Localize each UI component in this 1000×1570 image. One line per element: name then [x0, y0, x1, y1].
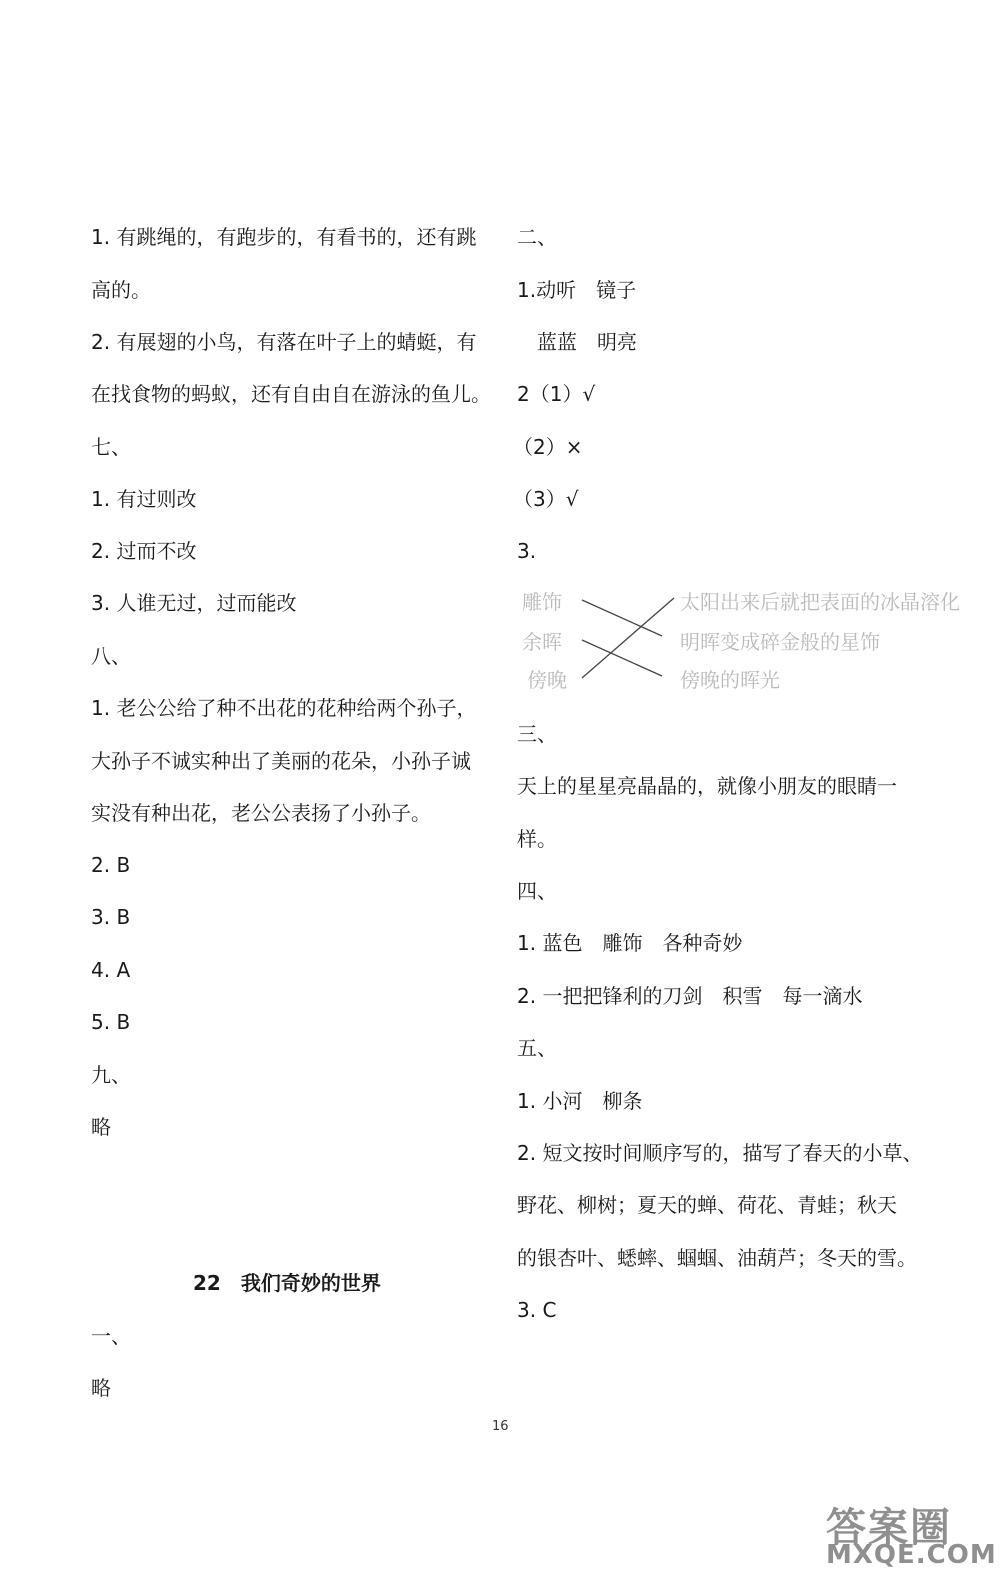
answer-text: 的银杏叶、蟋蟀、蝈蝈、油葫芦；冬天的雪。: [517, 1246, 917, 1270]
section-heading: 四、: [517, 879, 557, 903]
answer-text: 2. B: [91, 853, 131, 877]
answer-text: 3. C: [517, 1298, 557, 1322]
answer-text: 高的。: [91, 278, 151, 302]
answer-text: 1. 蓝色 雕饰 各种奇妙: [517, 931, 743, 955]
answer-text: 2. 有展翅的小鸟，有落在叶子上的蜻蜓，有: [91, 330, 477, 354]
answer-text: 2. 一把把锋利的刀剑 积雪 每一滴水: [517, 984, 863, 1008]
answer-text: 2. 短文按时间顺序写的，描写了春天的小草、: [517, 1141, 923, 1165]
watermark-logo: [826, 1496, 996, 1568]
watermark-url: MXQE.COM: [826, 1540, 997, 1570]
answer-text: 2. 过而不改: [91, 539, 197, 563]
matching-line: [582, 640, 662, 676]
answer-text: 3.: [517, 539, 537, 563]
lesson-title: 22 我们奇妙的世界: [193, 1271, 381, 1295]
matching-line: [582, 598, 674, 678]
matching-left-word: 傍晚: [527, 668, 567, 692]
answer-text: 1. 有过则改: [91, 487, 197, 511]
answer-text: 大孙子不诚实种出了美丽的花朵，小孙子诚: [91, 749, 471, 773]
section-heading: 五、: [517, 1036, 557, 1060]
matching-left-word: 余晖: [522, 630, 562, 654]
section-heading: 二、: [517, 225, 557, 249]
answer-text: 略: [91, 1115, 111, 1139]
answer-text: 3. 人谁无过，过而能改: [91, 591, 297, 615]
answer-text: 天上的星星亮晶晶的，就像小朋友的眼睛一: [517, 774, 897, 798]
answer-text: 5. B: [91, 1010, 131, 1034]
answer-text: 4. A: [91, 958, 131, 982]
answer-text: 3. B: [91, 905, 131, 929]
matching-right-phrase: 明晖变成碎金般的星饰: [680, 630, 880, 654]
answer-text: 野花、柳树；夏天的蝉、荷花、青蛙；秋天: [517, 1193, 897, 1217]
matching-line: [582, 600, 662, 636]
section-heading: 九、: [91, 1063, 131, 1087]
answer-text: 2（1）√: [517, 382, 596, 406]
answer-text: 1. 老公公给了种不出花的花种给两个孙子，: [91, 696, 477, 720]
matching-right-phrase: 太阳出来后就把表面的冰晶溶化: [680, 590, 960, 614]
answer-text: 实没有种出花，老公公表扬了小孙子。: [91, 801, 431, 825]
watermark-brand: 答案圈: [826, 1505, 952, 1551]
answer-text: 蓝蓝 明亮: [537, 330, 637, 354]
section-heading: 七、: [91, 435, 131, 459]
page-number: 16: [492, 1419, 509, 1434]
answer-text: （2）×: [513, 435, 583, 459]
answer-text: （3）√: [513, 487, 579, 511]
answer-text: 略: [91, 1376, 111, 1400]
answer-text: 1.动听 镜子: [517, 278, 637, 302]
answer-text: 1. 小河 柳条: [517, 1089, 643, 1113]
matching-left-word: 雕饰: [522, 590, 562, 614]
answer-text: 在找食物的蚂蚁，还有自由自在游泳的鱼儿。: [91, 382, 491, 406]
section-heading: 八、: [91, 644, 131, 668]
answer-text: 样。: [517, 827, 557, 851]
answer-text: 1. 有跳绳的，有跑步的，有看书的，还有跳: [91, 225, 477, 249]
matching-right-phrase: 傍晚的晖光: [680, 668, 780, 692]
section-heading: 三、: [517, 722, 557, 746]
section-heading: 一、: [91, 1324, 131, 1348]
